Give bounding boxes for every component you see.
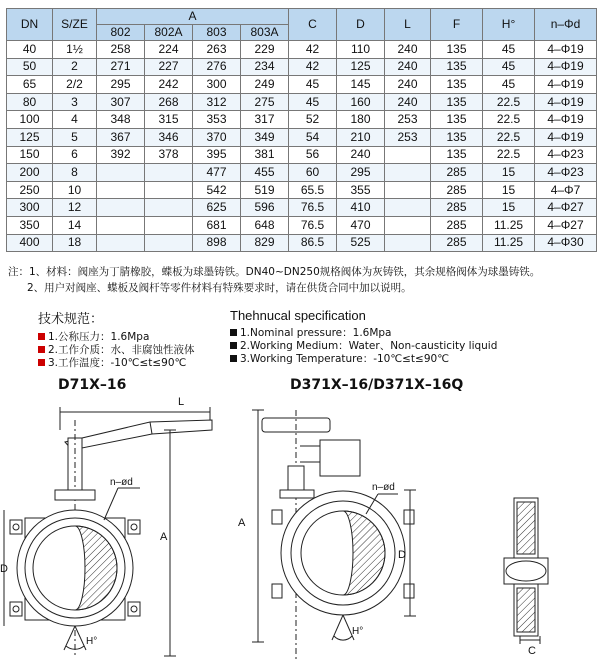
table-cell-a802: [97, 181, 145, 199]
table-cell-a802: [97, 234, 145, 252]
table-cell-l: 253: [385, 111, 431, 129]
spec-cn-title: 技术规范：: [38, 312, 104, 327]
table-cell-l: [385, 216, 431, 234]
table-cell-a803a: 349: [241, 128, 289, 146]
table-cell-h: 45: [483, 41, 535, 59]
table-cell-a802a: [145, 234, 193, 252]
table-cell-a802a: 227: [145, 58, 193, 76]
table-cell-h: 22.5: [483, 128, 535, 146]
drawing-left: [4, 407, 212, 658]
table-cell-h: 45: [483, 76, 535, 94]
table-cell-a803: 312: [193, 93, 241, 111]
table-cell-a803: 477: [193, 164, 241, 182]
header-dn: DN: [7, 9, 53, 41]
table-cell-size: 2: [53, 58, 97, 76]
table-cell-d: 410: [337, 199, 385, 217]
table-cell-size: 18: [53, 234, 97, 252]
table-cell-f: 135: [431, 111, 483, 129]
header-nd: n–Φd: [535, 9, 597, 41]
table-cell-nd: 4–Φ19: [535, 93, 597, 111]
header-a-802: 802: [97, 25, 145, 41]
table-cell-f: 135: [431, 41, 483, 59]
table-cell-c: 76.5: [289, 199, 337, 217]
table-row: [7, 164, 597, 182]
table-cell-size: 2/2: [53, 76, 97, 94]
table-cell-a803a: 249: [241, 76, 289, 94]
table-cell-nd: 4–Φ27: [535, 216, 597, 234]
table-cell-a803a: 229: [241, 41, 289, 59]
table-cell-a802: 367: [97, 128, 145, 146]
table-cell-dn: 200: [7, 164, 53, 182]
table-cell-c: 42: [289, 41, 337, 59]
table-cell-f: 135: [431, 93, 483, 111]
table-cell-l: [385, 234, 431, 252]
note-1: 注：1、材料：阀座为丁腈橡胶，蝶板为球墨铸铁。DN40~DN250规格阀体为灰铸铁，其余规格阀体为球墨铸铁。: [8, 266, 541, 278]
table-cell-a802: [97, 164, 145, 182]
header-size: S/ZE: [53, 9, 97, 41]
table-cell-a803a: 648: [241, 216, 289, 234]
table-cell-dn: 100: [7, 111, 53, 129]
bullet-icon: [38, 359, 45, 366]
table-row: [7, 76, 597, 94]
model-right-title: D371X–16/D371X–16Q: [290, 377, 464, 393]
table-cell-h: 45: [483, 58, 535, 76]
label-c: C: [528, 645, 536, 657]
drawing-middle: [252, 410, 416, 660]
table-cell-d: 525: [337, 234, 385, 252]
table-cell-a803: 370: [193, 128, 241, 146]
table-cell-size: 4: [53, 111, 97, 129]
table-cell-dn: 250: [7, 181, 53, 199]
table-cell-size: 1½: [53, 41, 97, 59]
table-cell-a802: 271: [97, 58, 145, 76]
table-cell-c: 54: [289, 128, 337, 146]
table-cell-a803a: 381: [241, 146, 289, 164]
table-cell-a803: 300: [193, 76, 241, 94]
spec-en-item: 2.Working Medium：Water、Non-causticity liquid: [230, 340, 560, 353]
table-cell-d: 180: [337, 111, 385, 129]
table-row: [7, 234, 597, 252]
table-cell-d: 160: [337, 93, 385, 111]
table-cell-f: 285: [431, 216, 483, 234]
table-row: [7, 58, 597, 76]
table-cell-dn: 350: [7, 216, 53, 234]
table-cell-d: 470: [337, 216, 385, 234]
table-cell-c: 60: [289, 164, 337, 182]
table-cell-d: 355: [337, 181, 385, 199]
table-cell-d: 125: [337, 58, 385, 76]
spec-cn-item: 3.工作温度：-10℃≤t≤90℃: [38, 357, 248, 370]
table-cell-d: 295: [337, 164, 385, 182]
table-cell-l: 240: [385, 93, 431, 111]
table-cell-dn: 400: [7, 234, 53, 252]
table-row: [7, 199, 597, 217]
table-cell-a803a: 317: [241, 111, 289, 129]
table-cell-f: 135: [431, 58, 483, 76]
table-cell-nd: 4–Φ19: [535, 111, 597, 129]
table-cell-a802a: 224: [145, 41, 193, 59]
table-cell-d: 210: [337, 128, 385, 146]
table-cell-h: 22.5: [483, 111, 535, 129]
header-a: A: [97, 9, 289, 25]
table-cell-a803: 395: [193, 146, 241, 164]
header-a-803: 803: [193, 25, 241, 41]
table-cell-a803a: 829: [241, 234, 289, 252]
table-cell-a803: 898: [193, 234, 241, 252]
spec-en: [230, 308, 560, 366]
table-row: [7, 111, 597, 129]
bullet-icon: [38, 346, 45, 353]
table-cell-c: 56: [289, 146, 337, 164]
table-cell-a802: 392: [97, 146, 145, 164]
table-cell-nd: 4–Φ19: [535, 58, 597, 76]
table-cell-a803: 625: [193, 199, 241, 217]
table-cell-f: 135: [431, 128, 483, 146]
table-cell-a802a: [145, 181, 193, 199]
bullet-icon: [230, 342, 237, 349]
table-row: [7, 181, 597, 199]
table-cell-f: 285: [431, 164, 483, 182]
label-a-left: A: [160, 531, 168, 543]
table-cell-a802a: 268: [145, 93, 193, 111]
note-2: 2、用户对阀座、蝶板及阀杆等零件材料有特殊要求时，请在供货合同中加以说明。: [27, 282, 412, 294]
table-cell-c: 76.5: [289, 216, 337, 234]
table-cell-size: 3: [53, 93, 97, 111]
spec-cn: [38, 308, 248, 370]
table-cell-a803: 276: [193, 58, 241, 76]
table-cell-l: [385, 146, 431, 164]
table-cell-h: 22.5: [483, 146, 535, 164]
table-row: [7, 41, 597, 59]
table-cell-a802: 258: [97, 41, 145, 59]
table-cell-dn: 125: [7, 128, 53, 146]
table-cell-f: 285: [431, 181, 483, 199]
table-cell-a802a: 346: [145, 128, 193, 146]
table-cell-l: 240: [385, 41, 431, 59]
table-cell-h: 11.25: [483, 234, 535, 252]
bullet-icon: [230, 329, 237, 336]
spec-en-title: Thehnucal specification: [230, 308, 366, 323]
header-l: L: [385, 9, 431, 41]
table-row: [7, 146, 597, 164]
table-cell-a802a: [145, 216, 193, 234]
table-cell-a802a: 242: [145, 76, 193, 94]
label-d-left: D: [0, 563, 8, 575]
table-cell-nd: 4–Φ23: [535, 146, 597, 164]
table-cell-a803: 353: [193, 111, 241, 129]
label-nd-middle: n–ød: [372, 482, 395, 493]
table-cell-dn: 150: [7, 146, 53, 164]
table-cell-a803a: 234: [241, 58, 289, 76]
table-cell-c: 42: [289, 58, 337, 76]
table-cell-h: 15: [483, 181, 535, 199]
table-cell-a802: 307: [97, 93, 145, 111]
table-cell-l: 240: [385, 58, 431, 76]
table-cell-a803: 263: [193, 41, 241, 59]
table-cell-l: 240: [385, 76, 431, 94]
table-cell-a803a: 596: [241, 199, 289, 217]
table-cell-f: 285: [431, 199, 483, 217]
table-cell-size: 14: [53, 216, 97, 234]
model-left-title: D71X–16: [58, 377, 127, 393]
table-cell-size: 6: [53, 146, 97, 164]
table-cell-h: 22.5: [483, 93, 535, 111]
table-cell-l: [385, 199, 431, 217]
table-cell-dn: 80: [7, 93, 53, 111]
table-cell-h: 11.25: [483, 216, 535, 234]
header-f: F: [431, 9, 483, 41]
table-cell-a802a: 315: [145, 111, 193, 129]
table-cell-f: 135: [431, 146, 483, 164]
header-d: D: [337, 9, 385, 41]
label-nd-left: n–ød: [110, 477, 133, 488]
table-cell-size: 10: [53, 181, 97, 199]
bullet-icon: [38, 333, 45, 340]
table-cell-size: 5: [53, 128, 97, 146]
table-cell-d: 240: [337, 146, 385, 164]
drawing-right: [504, 498, 548, 644]
table-cell-h: 15: [483, 199, 535, 217]
table-cell-a803: 542: [193, 181, 241, 199]
header-a-803a: 803A: [241, 25, 289, 41]
table-cell-l: 253: [385, 128, 431, 146]
table-cell-d: 145: [337, 76, 385, 94]
table-cell-dn: 50: [7, 58, 53, 76]
label-h-left: H°: [86, 636, 98, 647]
table-cell-nd: 4–Φ19: [535, 128, 597, 146]
table-cell-c: 65.5: [289, 181, 337, 199]
table-cell-nd: 4–Φ30: [535, 234, 597, 252]
spec-table: [6, 8, 597, 252]
table-cell-size: 8: [53, 164, 97, 182]
notes: [8, 264, 598, 296]
label-l: L: [178, 396, 185, 408]
table-cell-d: 110: [337, 41, 385, 59]
table-row: [7, 216, 597, 234]
table-cell-c: 86.5: [289, 234, 337, 252]
spec-cn-item: 1.公称压力：1.6Mpa: [38, 331, 248, 344]
table-cell-a802a: [145, 164, 193, 182]
label-a-middle: A: [238, 517, 246, 529]
table-cell-l: [385, 181, 431, 199]
table-cell-a802: 348: [97, 111, 145, 129]
table-cell-a802: [97, 199, 145, 217]
table-row: [7, 128, 597, 146]
header-c: C: [289, 9, 337, 41]
table-cell-h: 15: [483, 164, 535, 182]
header-h: H°: [483, 9, 535, 41]
table-cell-nd: 4–Φ23: [535, 164, 597, 182]
spec-en-item: 1.Nominal pressure：1.6Mpa: [230, 327, 560, 340]
table-cell-dn: 65: [7, 76, 53, 94]
table-cell-a803a: 275: [241, 93, 289, 111]
table-cell-nd: 4–Φ7: [535, 181, 597, 199]
table-cell-a803a: 455: [241, 164, 289, 182]
table-cell-a802a: [145, 199, 193, 217]
table-cell-c: 52: [289, 111, 337, 129]
table-cell-a803: 681: [193, 216, 241, 234]
table-cell-f: 285: [431, 234, 483, 252]
spec-cn-item: 2.工作介质：水、非腐蚀性液体: [38, 344, 248, 357]
table-cell-c: 45: [289, 76, 337, 94]
table-cell-c: 45: [289, 93, 337, 111]
table-cell-f: 135: [431, 76, 483, 94]
table-cell-dn: 300: [7, 199, 53, 217]
label-h-middle: H°: [352, 626, 364, 637]
table-cell-nd: 4–Φ19: [535, 76, 597, 94]
table-cell-size: 12: [53, 199, 97, 217]
technical-drawings: [0, 390, 600, 669]
table-cell-a802a: 378: [145, 146, 193, 164]
table-cell-dn: 40: [7, 41, 53, 59]
table-cell-a803a: 519: [241, 181, 289, 199]
table-cell-a802: 295: [97, 76, 145, 94]
bullet-icon: [230, 355, 237, 362]
table-cell-nd: 4–Φ19: [535, 41, 597, 59]
header-a-802a: 802A: [145, 25, 193, 41]
spec-en-item: 3.Working Temperature：-10℃≤t≤90℃: [230, 353, 560, 366]
table-row: [7, 93, 597, 111]
table-cell-a802: [97, 216, 145, 234]
table-cell-nd: 4–Φ27: [535, 199, 597, 217]
table-cell-l: [385, 164, 431, 182]
label-d-middle: D: [398, 549, 406, 561]
